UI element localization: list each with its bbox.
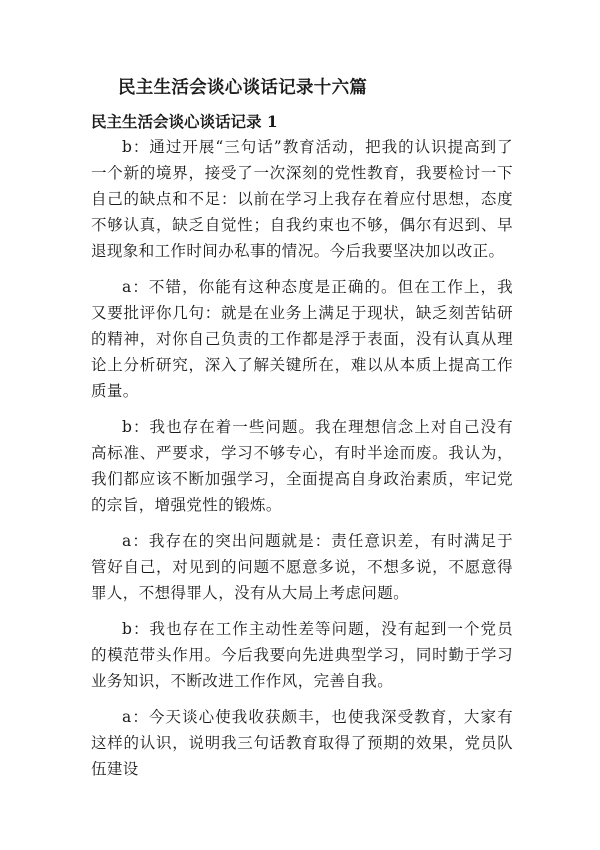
document-body	[91, 134, 513, 792]
section-heading: 民主生活会谈心谈话记录 1	[91, 112, 278, 131]
paragraph-4: a：我存在的突出问题就是：责任意识差，有时满足于管好自己，对见到的问题不愿意多说，不想多说，不愿意得罪人，不想得罪人，没有从大局上考虑问题。	[91, 532, 513, 602]
paragraph-1: b：通过开展“三句话”教育活动，把我的认识提高到了一个新的境界，接受了一次深刻的党性教育，我要检讨一下自己的缺点和不足：以前在学习上我存在着应付思想，态度不够认真，缺乏自觉性；自我约束也不够，偶尔有迟到、早退现象和工作时间办私事的情况。今后我要坚决加以改正。	[91, 138, 513, 260]
paragraph-2: a：不错，你能有这种态度是正确的。但在工作上，我又要批评你几句：就是在业务上满足于现状，缺乏刻苦钻研的精神，对你自己负责的工作都是浮于表面，没有认真从理论上分析研究，深入了解关键所在，难以从本质上提高工作质量。	[91, 278, 513, 400]
document-title: 民主生活会谈心谈话记录十六篇	[118, 78, 368, 98]
paragraph-6: a：今天谈心使我收获颇丰，也使我深受教育，大家有这样的认识，说明我三句话教育取得了预期的效果，党员队伍建设	[91, 708, 513, 778]
paragraph-3: b：我也存在着一些问题。我在理想信念上对自己没有高标准、严要求，学习不够专心，有时半途而废。我认为，我们都应该不断加强学习，全面提高自身政治素质，牢记党的宗旨，增强党性的锻炼。	[91, 418, 513, 514]
paragraph-5: b：我也存在工作主动性差等问题，没有起到一个党员的模范带头作用。今后我要向先进典型学习，同时勤于学习业务知识，不断改进工作作风，完善自我。	[91, 620, 513, 690]
